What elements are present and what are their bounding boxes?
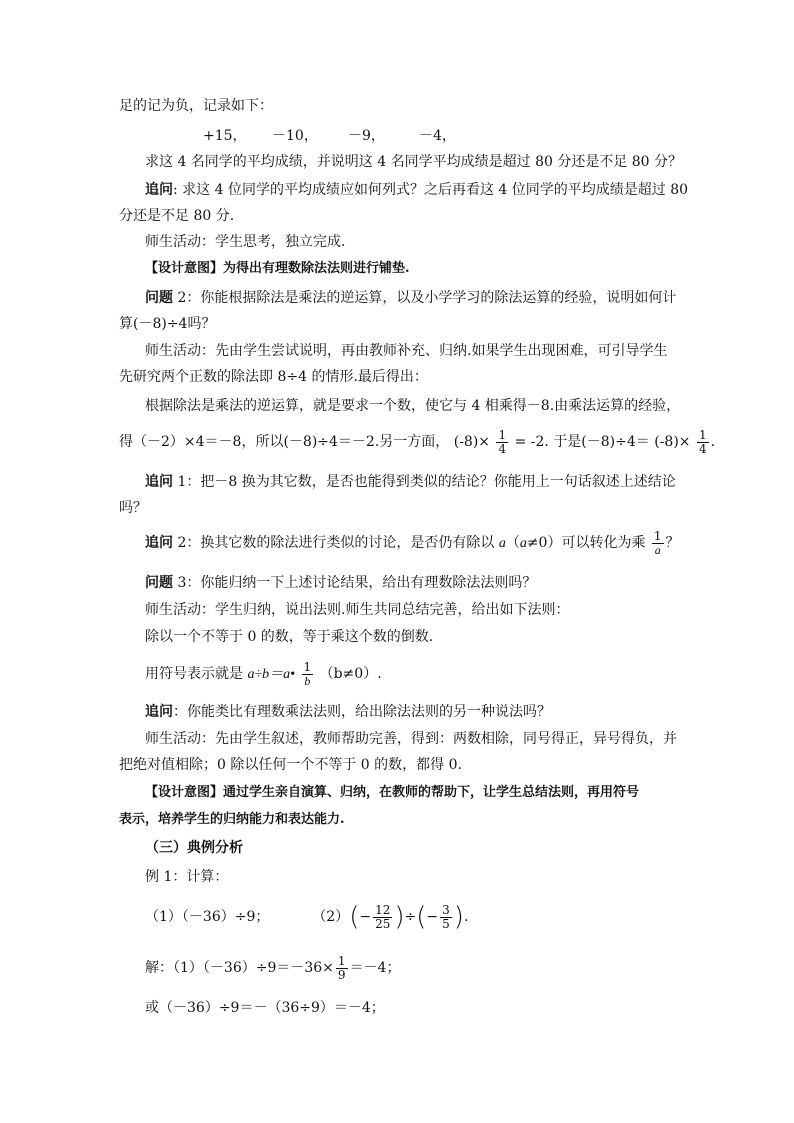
- expr: (-8)×: [453, 434, 491, 450]
- var: a: [519, 536, 527, 551]
- fraction: [440, 904, 452, 931]
- text: : 求这 4 位同学的平均成绩应如何列式？之后再看这 4 位同学的平均成绩是超过 80: [173, 182, 689, 198]
- numerator: 12: [375, 902, 391, 917]
- text-line: 师生活动：学生思考，独立完成.: [145, 234, 346, 250]
- numerator: 1: [653, 528, 662, 543]
- text: 2：换其它数的除法进行类似的讨论，是否仍有除以: [173, 535, 499, 551]
- text: 1：把－8 换为其它数，是否也能得到类似的结论？你能用上一句话叙述上述结论: [173, 474, 676, 490]
- expr: (-8)×: [654, 434, 691, 450]
- text: 用符号表示就是: [145, 666, 248, 682]
- text-line: 分还是不足 80 分.: [119, 208, 235, 224]
- follow-up-question: [145, 702, 551, 722]
- design-intent: 表示，培养学生的归纳能力和表达能力.: [119, 812, 345, 827]
- denominator: 9: [337, 967, 346, 982]
- equation-line: [119, 424, 715, 460]
- fraction: [697, 429, 709, 456]
- label: 追问: [145, 474, 173, 490]
- text-line: 师生活动：学生归纳，说出法则.师生共同总结完善，给出如下法则：: [145, 602, 570, 618]
- value-item: －9，: [348, 128, 385, 144]
- section-heading: （三）典例分析: [145, 840, 243, 856]
- text: 3：你能归纳一下上述讨论结果，给出有理数除法法则吗？: [173, 575, 537, 591]
- label: 追问: [145, 535, 173, 551]
- design-intent: 【设计意图】为得出有理数除法法则进行铺垫.: [145, 261, 410, 276]
- var: a: [498, 536, 506, 551]
- fraction: [652, 530, 664, 557]
- text-line: 算(－8)÷4吗？: [119, 316, 216, 332]
- follow-up-question: [145, 472, 676, 492]
- denominator: a: [654, 542, 661, 557]
- denominator: b: [304, 673, 311, 688]
- text-line: 根据除法是乘法的逆运算，就是要求一个数，使它与 4 相乘得－8.由乘法运算的经验，: [145, 398, 681, 414]
- text-line: 先研究两个正数的除法即 8÷4 的情形.最后得出：: [119, 369, 428, 385]
- numerator: 1: [498, 427, 507, 442]
- numerator: 3: [442, 902, 450, 917]
- denominator: 25: [375, 916, 391, 931]
- text: .: [710, 434, 716, 450]
- text-line: 吗？: [119, 500, 147, 516]
- operator: ÷: [404, 909, 417, 925]
- text: 2：你能根据除法是乘法的逆运算，以及小学学习的除法运算的经验，说明如何计: [173, 290, 677, 306]
- fraction: [302, 661, 314, 688]
- numerator: 1: [337, 953, 346, 968]
- text-line: 师生活动：先由学生叙述，教师帮助完善，得到：两数相除，同号得正，异号得负，并: [145, 731, 677, 747]
- question: [145, 288, 676, 308]
- problem-2-label: （2）: [312, 909, 350, 925]
- text-line: 师生活动：先由学生尝试说明，再由教师补充、归纳.如果学生出现困难，可引导学生: [145, 343, 668, 359]
- solution-line: 或（－36）÷9＝－（36÷9）＝－4；: [145, 1000, 385, 1016]
- label: 追问: [145, 182, 173, 198]
- text: 解：（1）（－36）÷9＝－36×: [145, 960, 334, 976]
- question: [145, 573, 536, 593]
- follow-up-question: [145, 180, 688, 200]
- expr: = -2.: [514, 434, 549, 450]
- fraction: [336, 955, 348, 982]
- denominator: 5: [442, 916, 450, 931]
- example-title: 例 1：计算：: [145, 869, 229, 885]
- value-item: －4，: [419, 128, 456, 144]
- label: 问题: [145, 575, 173, 591]
- example-problems: （1）（－36）÷9； （2）(− $\frac{12}{25}$ )÷(− $\frac{3}{5}$ ).: [145, 902, 469, 932]
- text-line: 足的记为负，记录如下：: [119, 98, 273, 114]
- record-values: [203, 126, 456, 146]
- design-intent: 【设计意图】通过学生亲自演算、归纳，在教师的帮助下，让学生总结法则，再用符号: [145, 785, 640, 800]
- text: ＝－4；: [349, 960, 401, 976]
- value-item: +15，: [203, 128, 247, 144]
- rule-formula: [145, 656, 382, 693]
- problem-1: （1）（－36）÷9；: [145, 909, 270, 925]
- text: ？: [665, 535, 680, 551]
- value-item: －10，: [272, 128, 318, 144]
- text: （: [505, 535, 520, 551]
- text-line: 求这 4 名同学的平均成绩，并说明这 4 名同学平均成绩是超过 80 分还是不足 80 分？: [145, 154, 683, 170]
- text: ≠0）可以转化为乘: [526, 535, 646, 551]
- follow-up-question: [145, 525, 680, 562]
- fraction: [373, 904, 392, 931]
- denominator: 4: [498, 441, 507, 456]
- fraction: [496, 429, 508, 456]
- numerator: 1: [303, 659, 312, 674]
- label: 问题: [145, 290, 173, 306]
- text: .: [463, 909, 469, 925]
- numerator: 1: [698, 427, 707, 442]
- label: 追问: [145, 704, 173, 720]
- text: 于是(－8)÷4＝: [553, 434, 650, 450]
- text: 得（－2）×4＝－8，所以(－8)÷4＝－2.另一方面，: [119, 434, 450, 450]
- text-line: 把绝对值相除；0 除以任何一个不等于 0 的数，都得 0.: [119, 757, 462, 773]
- rule-text: 除以一个不等于 0 的数，等于乘这个数的倒数.: [145, 629, 434, 645]
- solution-line: [145, 950, 400, 986]
- text: ：你能类比有理数乘法法则，给出除法法则的另一种说法吗？: [173, 704, 551, 720]
- expr: a÷b＝a•: [247, 667, 296, 682]
- text: （b≠0）.: [319, 666, 382, 682]
- denominator: 4: [698, 441, 707, 456]
